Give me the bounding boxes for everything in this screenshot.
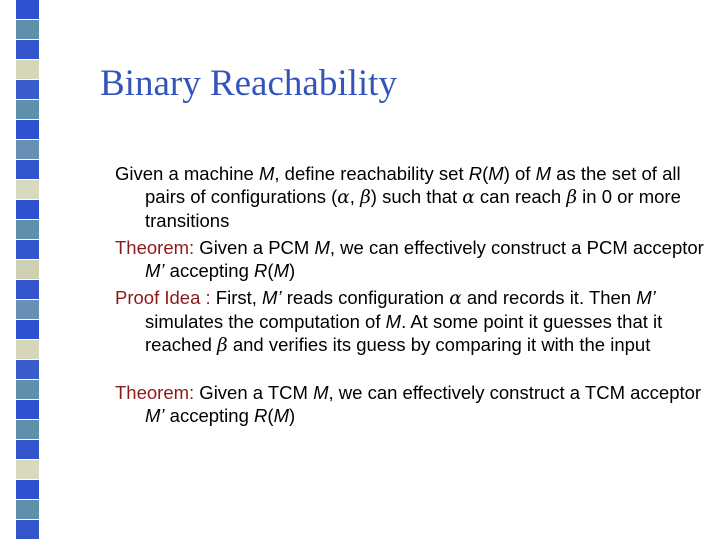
alpha-symbol: α — [462, 187, 475, 208]
stripe-segment — [16, 200, 39, 220]
stripe-segment — [16, 100, 39, 120]
stripe-segment — [16, 360, 39, 380]
stripe-segment — [16, 260, 39, 280]
stripe-segment — [16, 300, 39, 320]
stripe-segment — [16, 400, 39, 420]
stripe-segment — [16, 440, 39, 460]
stripe-segment — [16, 120, 39, 140]
slide-body — [115, 162, 715, 431]
stripe-segment — [16, 280, 39, 300]
stripe-segment — [16, 20, 39, 40]
paragraph-reachability-definition: Given a machine M, define reachability set R(M) of M as the set of all pairs of configurations (α, β) such that α can reach β in 0 or more transitions — [115, 163, 681, 231]
stripe-segment — [16, 500, 39, 520]
stripe-segment — [16, 80, 39, 100]
stripe-segment — [16, 220, 39, 240]
stripe-segment — [16, 140, 39, 160]
stripe-segment — [16, 180, 39, 200]
paragraph-theorem-tcm: Theorem: Given a TCM M, we can effectively construct a TCM acceptor M’ accepting R(M) — [115, 382, 702, 426]
stripe-segment — [16, 480, 39, 500]
stripe-segment — [16, 460, 39, 480]
stripe-segment — [16, 60, 39, 80]
beta-symbol: β — [566, 187, 578, 208]
alpha-symbol: α — [337, 187, 350, 208]
theorem-keyword: Theorem: — [115, 237, 195, 258]
paragraph-theorem-pcm: Theorem: Given a PCM M, we can effectively construct a PCM acceptor M’ accepting R(M) — [115, 237, 704, 281]
proof-idea-keyword: Proof Idea : — [115, 287, 211, 308]
beta-symbol: β — [217, 335, 228, 356]
beta-symbol: β — [360, 187, 371, 208]
stripe-segment — [16, 320, 39, 340]
stripe-segment — [16, 380, 39, 400]
paragraph-proof-idea: Proof Idea : First, M’ reads configuration α and records it. Then M’ simulates the computation of M. At some point it guesses that it reached β and verifies its guess by comparing it with the input — [115, 287, 663, 356]
stripe-segment — [16, 520, 39, 540]
theorem-keyword: Theorem: — [115, 382, 195, 403]
stripe-segment — [16, 160, 39, 180]
stripe-segment — [16, 40, 39, 60]
slide-title: Binary Reachability — [100, 63, 397, 104]
decorative-stripe — [16, 0, 39, 540]
stripe-segment — [16, 340, 39, 360]
stripe-segment — [16, 240, 39, 260]
alpha-symbol: α — [449, 288, 462, 309]
stripe-segment — [16, 420, 39, 440]
stripe-segment — [16, 0, 39, 20]
